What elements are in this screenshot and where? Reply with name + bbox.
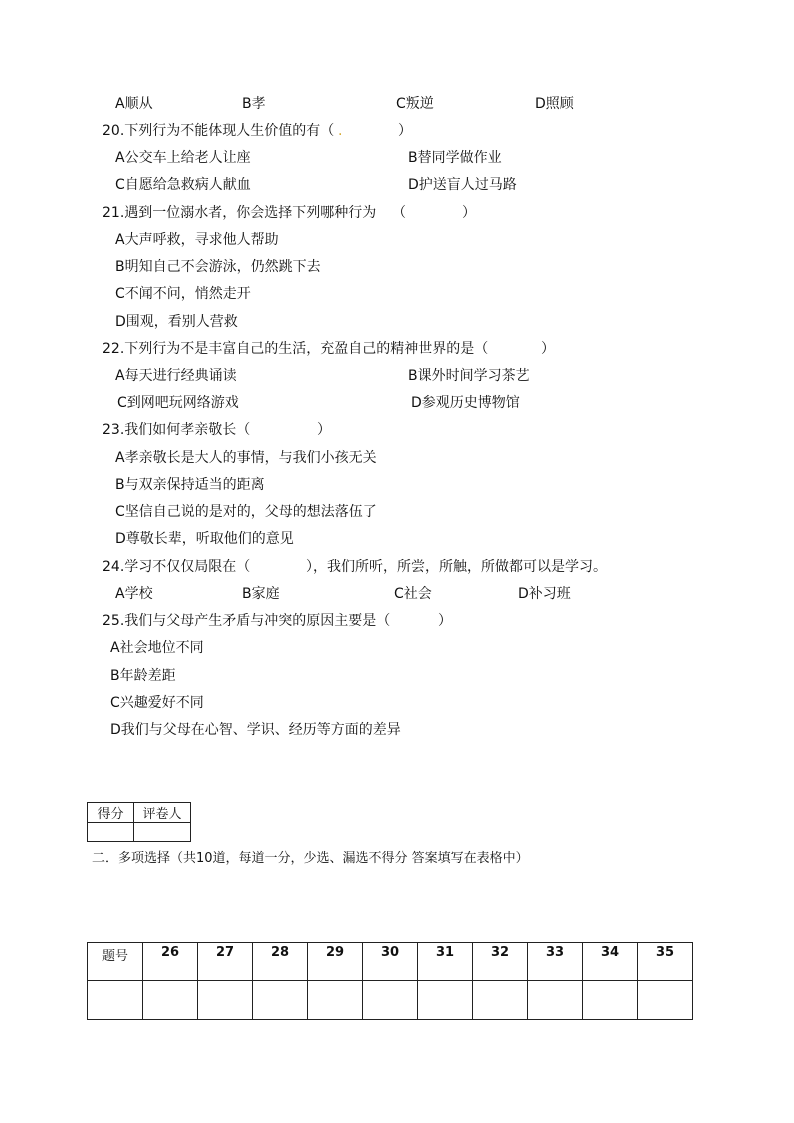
q19-option-a: A顺从 bbox=[115, 96, 153, 112]
q23-stem: 23.我们如何孝亲敬长（ bbox=[102, 422, 251, 438]
answer-cell-35[interactable] bbox=[638, 981, 693, 1020]
answer-cell-29[interactable] bbox=[308, 981, 363, 1020]
q23-option-d: D尊敬长辈，听取他们的意见 bbox=[115, 531, 294, 547]
q19-option-c: C叛逆 bbox=[396, 96, 434, 112]
grader-label: 评卷人 bbox=[134, 803, 191, 823]
question-number-33: 33 bbox=[528, 943, 583, 981]
question-number-27: 27 bbox=[198, 943, 253, 981]
q22-option-b: B课外时间学习茶艺 bbox=[408, 368, 530, 384]
answer-cell-33[interactable] bbox=[528, 981, 583, 1020]
q24-option-c: C社会 bbox=[394, 586, 432, 602]
score-label: 得分 bbox=[88, 803, 134, 823]
q24-stem: 24.学习不仅仅局限在（ bbox=[102, 559, 251, 575]
q25-option-c: C兴趣爱好不同 bbox=[110, 695, 204, 711]
question-number-28: 28 bbox=[253, 943, 308, 981]
q21-option-c: C不闻不问，悄然走开 bbox=[115, 286, 251, 302]
question-number-31: 31 bbox=[418, 943, 473, 981]
q22-stem: 22.下列行为不是丰富自己的生活，充盈自己的精神世界的是（ bbox=[102, 341, 489, 357]
answer-table bbox=[87, 942, 693, 1020]
q22-option-a: A每天进行经典诵读 bbox=[115, 368, 237, 384]
q24-option-a: A学校 bbox=[115, 586, 153, 602]
q23-close: ） bbox=[317, 422, 331, 438]
q20-option-d: D护送盲人过马路 bbox=[408, 177, 517, 193]
q19-option-d: D照顾 bbox=[535, 96, 574, 112]
q20-option-c: C自愿给急救病人献血 bbox=[115, 177, 251, 193]
score-cell[interactable] bbox=[88, 823, 134, 842]
question-number-35: 35 bbox=[638, 943, 693, 981]
q21-option-a: A大声呼救，寻求他人帮助 bbox=[115, 232, 279, 248]
q20-stem: 20.下列行为不能体现人生价值的有（ bbox=[102, 123, 335, 139]
q24-option-b: B家庭 bbox=[242, 586, 280, 602]
q22-option-c: C到网吧玩网络游戏 bbox=[117, 395, 239, 411]
q25-stem: 25.我们与父母产生矛盾与冲突的原因主要是（ bbox=[102, 613, 391, 629]
answer-cell-26[interactable] bbox=[143, 981, 198, 1020]
q22-close: ） bbox=[541, 341, 555, 357]
question-number-32: 32 bbox=[473, 943, 528, 981]
q24-rest: ），我们所听，所尝，所触，所做都可以是学习。 bbox=[306, 559, 607, 575]
question-number-30: 30 bbox=[363, 943, 418, 981]
answer-cell-32[interactable] bbox=[473, 981, 528, 1020]
q20-option-a: A公交车上给老人让座 bbox=[115, 150, 251, 166]
score-table bbox=[87, 802, 191, 842]
q23-option-b: B与双亲保持适当的距离 bbox=[115, 477, 265, 493]
question-number-29: 29 bbox=[308, 943, 363, 981]
q25-close: ） bbox=[438, 613, 452, 629]
answer-row-label-cell bbox=[88, 981, 143, 1020]
answer-cell-31[interactable] bbox=[418, 981, 473, 1020]
q21-stem: 21.遇到一位溺水者，你会选择下列哪种行为 bbox=[102, 205, 377, 221]
q25-option-b: B年龄差距 bbox=[110, 668, 176, 684]
q21-option-b: B明知自己不会游泳，仍然跳下去 bbox=[115, 259, 321, 275]
q20-option-b: B替同学做作业 bbox=[408, 150, 502, 166]
q24-option-d: D补习班 bbox=[518, 586, 571, 602]
answer-cell-30[interactable] bbox=[363, 981, 418, 1020]
section2-heading: 二．多项选择（共10道，每道一分，少选、漏选不得分 答案填写在表格中） bbox=[92, 851, 529, 866]
answer-cell-34[interactable] bbox=[583, 981, 638, 1020]
q19-option-b: B孝 bbox=[242, 96, 266, 112]
q20-mark: . bbox=[338, 123, 343, 139]
q21-option-d: D围观，看别人营救 bbox=[115, 314, 238, 330]
answer-table-header-label: 题号 bbox=[88, 943, 143, 981]
q21-paren: （ ） bbox=[392, 205, 476, 221]
question-number-26: 26 bbox=[143, 943, 198, 981]
q25-option-a: A社会地位不同 bbox=[110, 640, 204, 656]
grader-cell[interactable] bbox=[134, 823, 191, 842]
q23-option-c: C坚信自己说的是对的，父母的想法落伍了 bbox=[115, 504, 377, 520]
q25-option-d: D我们与父母在心智、学识、经历等方面的差异 bbox=[110, 722, 401, 738]
answer-cell-28[interactable] bbox=[253, 981, 308, 1020]
q22-option-d: D参观历史博物馆 bbox=[411, 395, 520, 411]
question-number-34: 34 bbox=[583, 943, 638, 981]
q20-close: ） bbox=[398, 123, 412, 139]
q23-option-a: A孝亲敬长是大人的事情，与我们小孩无关 bbox=[115, 450, 377, 466]
answer-cell-27[interactable] bbox=[198, 981, 253, 1020]
